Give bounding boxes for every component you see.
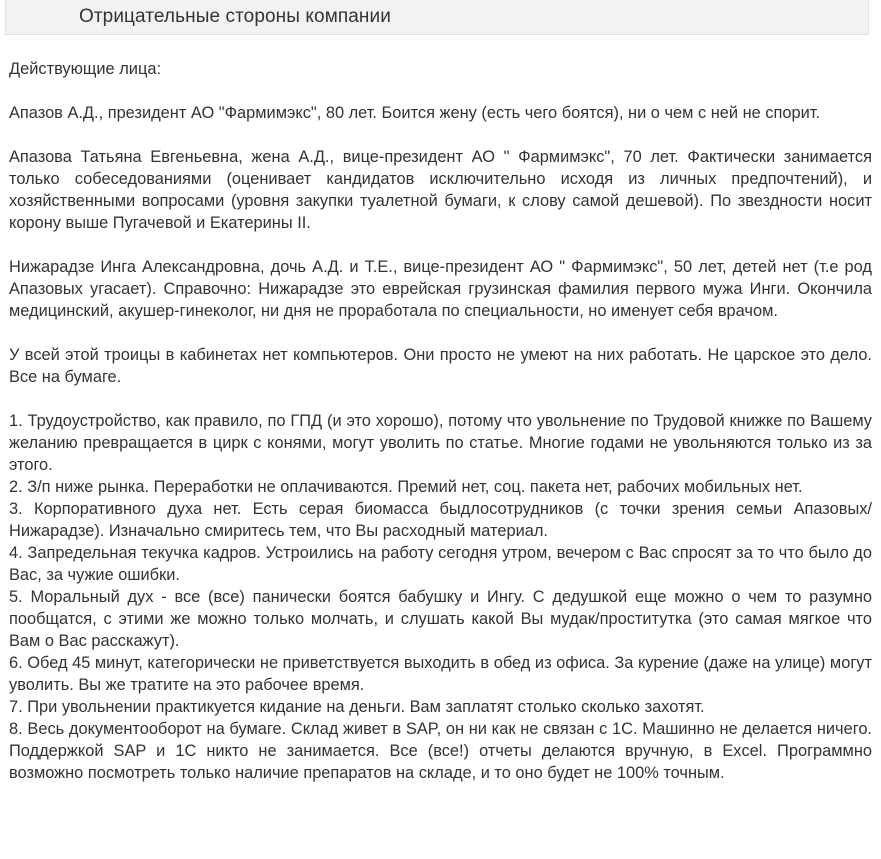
character-description: Апазов А.Д., президент АО "Фармимэкс", 80 лет. Боится жену (есть чего боятся), ни о чем с ней не спорит.	[9, 104, 821, 122]
section-header	[5, 0, 869, 35]
list-item: 1. Трудоустройство, как правило, по ГПД (и это хорошо), потому что увольнение по Трудовой книжке по Вашему желанию превращается в цирк с конями, могут уволить по статье. Многие годами не увольняются только из за этого.	[9, 412, 872, 474]
review-body	[9, 58, 872, 784]
list-item: 6. Обед 45 минут, категорически не приветствуется выходить в обед из офиса. За курение (даже на улице) могут уволить. Вы же тратите на это рабочее время.	[9, 654, 872, 694]
character-description: Нижарадзе Инга Александровна, дочь А.Д. и Т.Е., вице-президент АО " Фармимэкс", 50 лет, детей нет (т.е род Апазовых угасает). Справочно: Нижарадзе это еврейская грузинская фамилия первого мужа Инги. Окончила медицинский, акушер-гинеколог, ни дня не проработала по специальности, но именует себя врачом.	[9, 258, 872, 320]
list-item: 8. Весь документооборот на бумаге. Склад живет в SAP, он ни как не связан с 1С. Машинно не делается ничего. Поддержкой SAP и 1С никто не занимается. Все (все!) отчеты делаются вручную, в Excel. Программно возможно посмотреть только наличие препаратов на складе, и то оно будет не 100% точным.	[9, 720, 872, 782]
list-item: 4. Запредельная текучка кадров. Устроились на работу сегодня утром, вечером с Вас спросят за то что было до Вас, за чужие ошибки.	[9, 544, 872, 584]
section-title: Отрицательные стороны компании	[79, 6, 391, 27]
negative-points-list	[9, 410, 872, 784]
list-item: 5. Моральный дух - все (все) панически боятся бабушку и Ингу. С дедушкой еще можно о чем то разумно пообщатся, с этими же можно только молчать, и слушать какой Вы мудак/проститутка (это самая мягкое что Вам о Вас расскажут).	[9, 588, 872, 650]
list-item: 3. Корпоративного духа нет. Есть серая биомасса быдлосотрудников (с точки зрения семьи Апазовых/ Нижарадзе). Изначально смиритесь тем, что Вы расходный материал.	[9, 500, 872, 540]
list-item: 2. З/п ниже рынка. Переработки не оплачиваются. Премий нет, соц. пакета нет, рабочих мобильных нет.	[9, 478, 803, 496]
characters-label: Действующие лица:	[9, 60, 161, 78]
summary-paragraph: У всей этой троицы в кабинетах нет компьютеров. Они просто не умеют на них работать. Не царское это дело. Все на бумаге.	[9, 346, 872, 386]
character-description: Апазова Татьяна Евгеньевна, жена А.Д., вице-президент АО " Фармимэкс", 70 лет. Фактически занимается только собеседованиями (оценивает кандидатов исключительно исходя из личных предпочтений), и хозяйственными вопросами (уровня закупки туалетной бумаги, к слову самой дешевой). По звездности носит корону выше Пугачевой и Екатерины II.	[9, 148, 872, 232]
list-item: 7. При увольнении практикуется кидание на деньги. Вам заплатят столько сколько захотят.	[9, 698, 705, 716]
